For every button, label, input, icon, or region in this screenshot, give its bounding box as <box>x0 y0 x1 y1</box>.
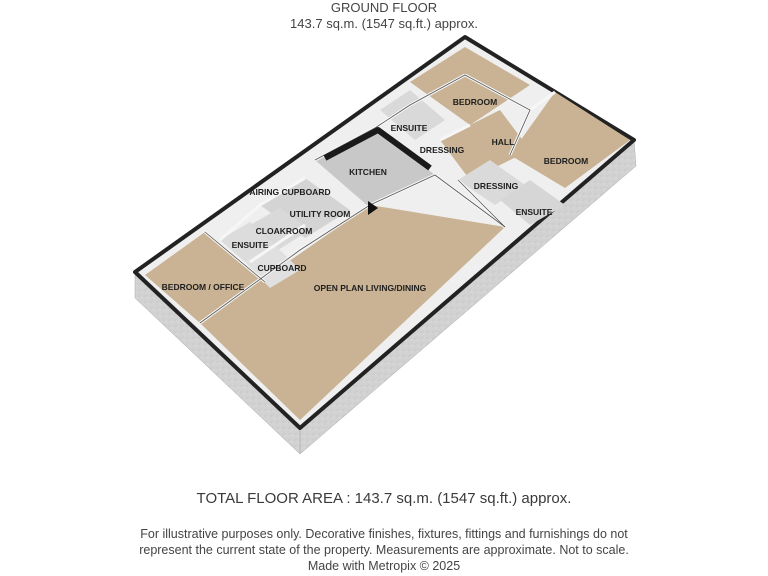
floor-area-subtitle: 143.7 sq.m. (1547 sq.ft.) approx. <box>290 16 478 31</box>
disclaimer-line-1: For illustrative purposes only. Decorative finishes, fixtures, fittings and furnishings do not <box>140 527 628 541</box>
room-label-living-dining: OPEN PLAN LIVING/DINING <box>313 283 427 293</box>
room-label-utility-room: UTILITY ROOM <box>289 209 351 219</box>
room-label-hall: HALL <box>491 137 515 147</box>
room-label-cupboard: CUPBOARD <box>257 263 307 273</box>
room-label-airing-cupboard: AIRING CUPBOARD <box>249 187 331 197</box>
room-label-bedroom-top: BEDROOM <box>452 97 498 107</box>
room-label-bedroom-office: BEDROOM / OFFICE <box>161 282 245 292</box>
credit-line: Made with Metropix © 2025 <box>307 559 461 573</box>
room-label-dressing-top: DRESSING <box>419 145 465 155</box>
room-label-kitchen: KITCHEN <box>349 167 387 177</box>
room-label-ensuite-left: ENSUITE <box>231 240 269 250</box>
total-floor-area: TOTAL FLOOR AREA : 143.7 sq.m. (1547 sq.ft.) approx. <box>196 490 572 507</box>
room-label-bedroom-right: BEDROOM <box>543 156 589 166</box>
floor-title: GROUND FLOOR <box>330 0 438 15</box>
room-label-ensuite-right: ENSUITE <box>515 207 553 217</box>
room-label-dressing-right: DRESSING <box>473 181 519 191</box>
disclaimer-line-2: represent the current state of the property. Measurements are approximate. Not to scale. <box>139 543 629 557</box>
room-label-cloakroom: CLOAKROOM <box>255 226 313 236</box>
room-label-ensuite-top: ENSUITE <box>390 123 428 133</box>
